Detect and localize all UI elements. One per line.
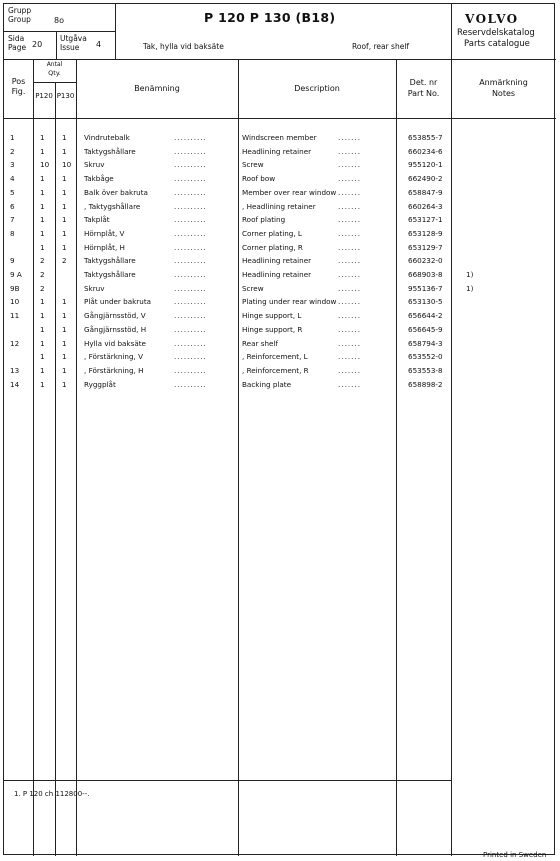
- dot-leader: ..........: [174, 338, 207, 348]
- dot-leader: .......: [338, 324, 361, 334]
- description-cell: Plating under rear window: [242, 297, 337, 307]
- dot-leader: .......: [338, 283, 361, 293]
- qty-p120-cell: 2: [40, 256, 45, 266]
- description-cell: Roof bow: [242, 174, 276, 184]
- partno-header-sv: Det. nr: [409, 78, 438, 87]
- table-row: [4, 254, 556, 267]
- qty-p130-cell: 1: [62, 338, 67, 348]
- table-row: [4, 337, 556, 350]
- dot-leader: ..........: [174, 174, 207, 184]
- table-row: [4, 282, 556, 295]
- qty-p120-cell: 2: [40, 283, 45, 293]
- dot-leader: ..........: [174, 297, 207, 307]
- catalog-page: [3, 3, 555, 855]
- table-row: [4, 241, 556, 254]
- page-issue-divider: [56, 31, 57, 59]
- table-row: [4, 227, 556, 240]
- qty-header-en: Qty.: [48, 69, 61, 77]
- name-cell: Taktygshållare: [84, 256, 136, 266]
- table-row: [4, 350, 556, 363]
- qty-p120-cell: 2: [40, 270, 45, 279]
- name-cell: , Förstärkning, H: [84, 365, 144, 375]
- volvo-logo: VOLVO: [465, 12, 519, 26]
- table-row: [4, 131, 556, 144]
- pos-cell: 11: [10, 311, 20, 321]
- qty-header-sv: Antal: [46, 61, 63, 68]
- pos-cell: 1: [10, 133, 15, 142]
- partno-cell: 658847-9: [408, 187, 443, 197]
- qty-p130-cell: 1: [62, 379, 67, 389]
- qty-p120-cell: 1: [40, 242, 45, 252]
- name-cell: Hörnplåt, H: [84, 242, 125, 252]
- partno-cell: 660234-6: [408, 146, 443, 156]
- dot-leader: ..........: [174, 256, 207, 266]
- dot-leader: ..........: [174, 324, 207, 334]
- name-header: Benämning: [134, 84, 180, 93]
- catalog-label-en: Parts catalogue: [464, 39, 530, 49]
- table-row: [4, 200, 556, 213]
- qty-p130-cell: 1: [62, 228, 67, 238]
- partno-cell: 653127-1: [408, 215, 443, 225]
- subtitle-sv: Tak, hylla vid baksäte: [143, 42, 224, 51]
- partno-header-en: Part No.: [407, 89, 440, 98]
- dot-leader: .......: [338, 133, 361, 142]
- pos-cell: 7: [10, 215, 15, 225]
- qty-p130-cell: 10: [62, 160, 72, 170]
- qty-p120-cell: 1: [40, 311, 45, 321]
- description-cell: Roof plating: [242, 215, 286, 225]
- qty-p130-cell: 1: [62, 201, 67, 211]
- pos-cell: 14: [10, 379, 20, 389]
- footnote: 1. P 120 ch 112800--.: [14, 790, 90, 798]
- qty-p130-cell: 1: [62, 365, 67, 375]
- notes-header-en: Notes: [491, 89, 516, 98]
- issue-label-en: Issue: [60, 43, 80, 52]
- partno-cell: 955120-1: [408, 160, 443, 170]
- qty-p120-cell: 1: [40, 133, 45, 142]
- footnote-rule: [4, 780, 451, 781]
- note-cell: 1): [466, 283, 474, 293]
- name-cell: Balk över bakruta: [84, 187, 148, 197]
- qty-p130-cell: 1: [62, 146, 67, 156]
- name-cell: , Förstärkning, V: [84, 352, 144, 362]
- partno-cell: 653553-8: [408, 365, 443, 375]
- dot-leader: .......: [338, 352, 361, 362]
- page-label-sv: Sida: [8, 34, 25, 43]
- page-value: 20: [32, 40, 43, 49]
- qty-p120-cell: 1: [40, 201, 45, 211]
- name-cell: , Taktygshållare: [84, 201, 141, 211]
- description-cell: Headlining retainer: [242, 256, 312, 266]
- table-row: [4, 364, 556, 377]
- dot-leader: .......: [338, 270, 361, 279]
- pos-cell: 2: [10, 146, 15, 156]
- header-divider-group: [4, 31, 115, 32]
- description-cell: Windscreen member: [242, 133, 317, 142]
- name-cell: Vindrutebalk: [84, 133, 130, 142]
- dot-leader: .......: [338, 160, 361, 170]
- pos-cell: 12: [10, 338, 20, 348]
- description-cell: Headlining retainer: [242, 270, 312, 279]
- issue-value: 4: [96, 40, 102, 49]
- dot-leader: ..........: [174, 187, 207, 197]
- printed-in-sweden: Printed in Sweden: [483, 851, 547, 859]
- pos-cell: 6: [10, 201, 15, 211]
- group-value: 8o: [54, 16, 64, 25]
- qty-p130-cell: 1: [62, 174, 67, 184]
- partno-cell: 668903-8: [408, 270, 443, 279]
- pos-cell: 13: [10, 365, 20, 375]
- pos-cell: 9B: [10, 283, 20, 293]
- dot-leader: ..........: [174, 146, 207, 156]
- description-cell: Member over rear window: [242, 187, 337, 197]
- dot-leader: .......: [338, 187, 361, 197]
- dot-leader: ..........: [174, 270, 207, 279]
- table-row: [4, 309, 556, 322]
- dot-leader: ..........: [174, 365, 207, 375]
- partno-cell: 658794-3: [408, 338, 443, 348]
- dot-leader: .......: [338, 242, 361, 252]
- table-row: [4, 158, 556, 171]
- description-cell: Hinge support, R: [242, 324, 303, 334]
- pos-cell: 8: [10, 228, 15, 238]
- group-label-en: Group: [8, 15, 31, 24]
- notes-header-sv: Anmärkning: [479, 78, 528, 87]
- description-cell: Corner plating, R: [242, 242, 303, 252]
- name-cell: Gångjärnsstöd, V: [84, 311, 146, 321]
- name-cell: Plåt under bakruta: [84, 297, 152, 307]
- dot-leader: ..........: [174, 228, 207, 238]
- model-title: P 120 P 130 (B18): [204, 10, 336, 25]
- partno-cell: 653552-0: [408, 352, 443, 362]
- partno-cell: 662490-2: [408, 174, 443, 184]
- pos-cell: 5: [10, 187, 15, 197]
- dot-leader: .......: [338, 338, 361, 348]
- dot-leader: ..........: [174, 160, 207, 170]
- dot-leader: ..........: [174, 133, 207, 142]
- qty-p130-cell: 1: [62, 242, 67, 252]
- pos-cell: 10: [10, 297, 20, 307]
- table-row: [4, 295, 556, 308]
- qty-p120-cell: 1: [40, 146, 45, 156]
- qty-p130-cell: 1: [62, 311, 67, 321]
- qty-p120-cell: 1: [40, 297, 45, 307]
- description-cell: Screw: [242, 283, 264, 293]
- partno-cell: 653855-7: [408, 133, 443, 142]
- partno-cell: 653129-7: [408, 242, 443, 252]
- partno-cell: 656645-9: [408, 324, 443, 334]
- description-cell: Rear shelf: [242, 338, 278, 348]
- partno-cell: 660232-0: [408, 256, 443, 266]
- qty-p120-cell: 1: [40, 228, 45, 238]
- dot-leader: .......: [338, 201, 361, 211]
- description-cell: , Reinforcement, R: [242, 365, 309, 375]
- table-row: [4, 378, 556, 391]
- qty-p120-cell: 1: [40, 324, 45, 334]
- table-row: [4, 172, 556, 185]
- qty-header-p130: P130: [56, 92, 75, 100]
- issue-label-sv: Utgåva: [60, 34, 87, 43]
- partno-cell: 955136-7: [408, 283, 443, 293]
- pos-header-en: Fig.: [11, 87, 26, 96]
- partno-cell: 653128-9: [408, 228, 443, 238]
- qty-p130-cell: 1: [62, 352, 67, 362]
- description-cell: Headlining retainer: [242, 146, 312, 156]
- name-cell: Gångjärnsstöd, H: [84, 324, 147, 334]
- pos-header-sv: Pos: [11, 77, 26, 86]
- dot-leader: .......: [338, 365, 361, 375]
- qty-p120-cell: 1: [40, 174, 45, 184]
- partno-cell: 658898-2: [408, 379, 443, 389]
- name-cell: Taktygshållare: [84, 146, 136, 156]
- dot-leader: ..........: [174, 283, 207, 293]
- name-cell: Hylla vid baksäte: [84, 338, 146, 348]
- dot-leader: ..........: [174, 215, 207, 225]
- dot-leader: .......: [338, 174, 361, 184]
- description-cell: Backing plate: [242, 379, 292, 389]
- table-row: [4, 213, 556, 226]
- pos-cell: 9 A: [10, 270, 22, 279]
- description-cell: Corner plating, L: [242, 228, 302, 238]
- dot-leader: .......: [338, 146, 361, 156]
- qty-p120-cell: 1: [40, 379, 45, 389]
- qty-p120-cell: 10: [40, 160, 50, 170]
- qty-p120-cell: 1: [40, 187, 45, 197]
- table-row: [4, 186, 556, 199]
- pos-cell: 4: [10, 174, 15, 184]
- dot-leader: ..........: [174, 379, 207, 389]
- qty-p130-cell: 1: [62, 324, 67, 334]
- description-cell: , Headlining retainer: [242, 201, 316, 211]
- qty-header-p120: P120: [35, 92, 53, 100]
- table-row: [4, 323, 556, 336]
- column-header-bottom-rule: [4, 118, 556, 119]
- dot-leader: .......: [338, 311, 361, 321]
- qty-p130-cell: 1: [62, 215, 67, 225]
- dot-leader: ..........: [174, 201, 207, 211]
- qty-p120-cell: 1: [40, 215, 45, 225]
- name-cell: Skruv: [84, 160, 105, 170]
- name-cell: Taktygshållare: [84, 270, 136, 279]
- qty-p120-cell: 1: [40, 352, 45, 362]
- qty-p120-cell: 1: [40, 365, 45, 375]
- table-row: [4, 268, 556, 281]
- qty-p120-cell: 1: [40, 338, 45, 348]
- subtitle-en: Roof, rear shelf: [352, 42, 410, 51]
- header-left-divider: [115, 4, 116, 59]
- pos-cell: 3: [10, 160, 15, 170]
- pos-cell: 9: [10, 256, 15, 266]
- partno-cell: 656644-2: [408, 311, 443, 321]
- dot-leader: .......: [338, 228, 361, 238]
- dot-leader: .......: [338, 215, 361, 225]
- description-header: Description: [294, 84, 340, 93]
- qty-header-rule: [33, 82, 76, 83]
- name-cell: Hörnplåt, V: [84, 228, 125, 238]
- dot-leader: ..........: [174, 311, 207, 321]
- description-cell: , Reinforcement, L: [242, 352, 308, 362]
- table-row: [4, 145, 556, 158]
- dot-leader: ..........: [174, 242, 207, 252]
- page-label-en: Page: [8, 43, 27, 52]
- name-cell: Ryggplåt: [84, 379, 116, 389]
- name-cell: Takplåt: [84, 215, 110, 225]
- qty-p130-cell: 1: [62, 187, 67, 197]
- dot-leader: ..........: [174, 352, 207, 362]
- name-cell: Skruv: [84, 283, 105, 293]
- description-cell: Screw: [242, 160, 264, 170]
- header-bottom-rule: [4, 59, 556, 60]
- partno-cell: 660264-3: [408, 201, 443, 211]
- qty-p130-cell: 1: [62, 297, 67, 307]
- note-cell: 1): [466, 270, 474, 279]
- dot-leader: .......: [338, 256, 361, 266]
- dot-leader: .......: [338, 297, 361, 307]
- qty-p130-cell: 2: [62, 256, 67, 266]
- qty-p130-cell: 1: [62, 133, 67, 142]
- group-label-sv: Grupp: [8, 6, 32, 15]
- catalog-label-sv: Reservdelskatalog: [457, 28, 535, 38]
- description-cell: Hinge support, L: [242, 311, 302, 321]
- name-cell: Takbåge: [84, 174, 114, 184]
- partno-cell: 653130-5: [408, 297, 443, 307]
- dot-leader: .......: [338, 379, 361, 389]
